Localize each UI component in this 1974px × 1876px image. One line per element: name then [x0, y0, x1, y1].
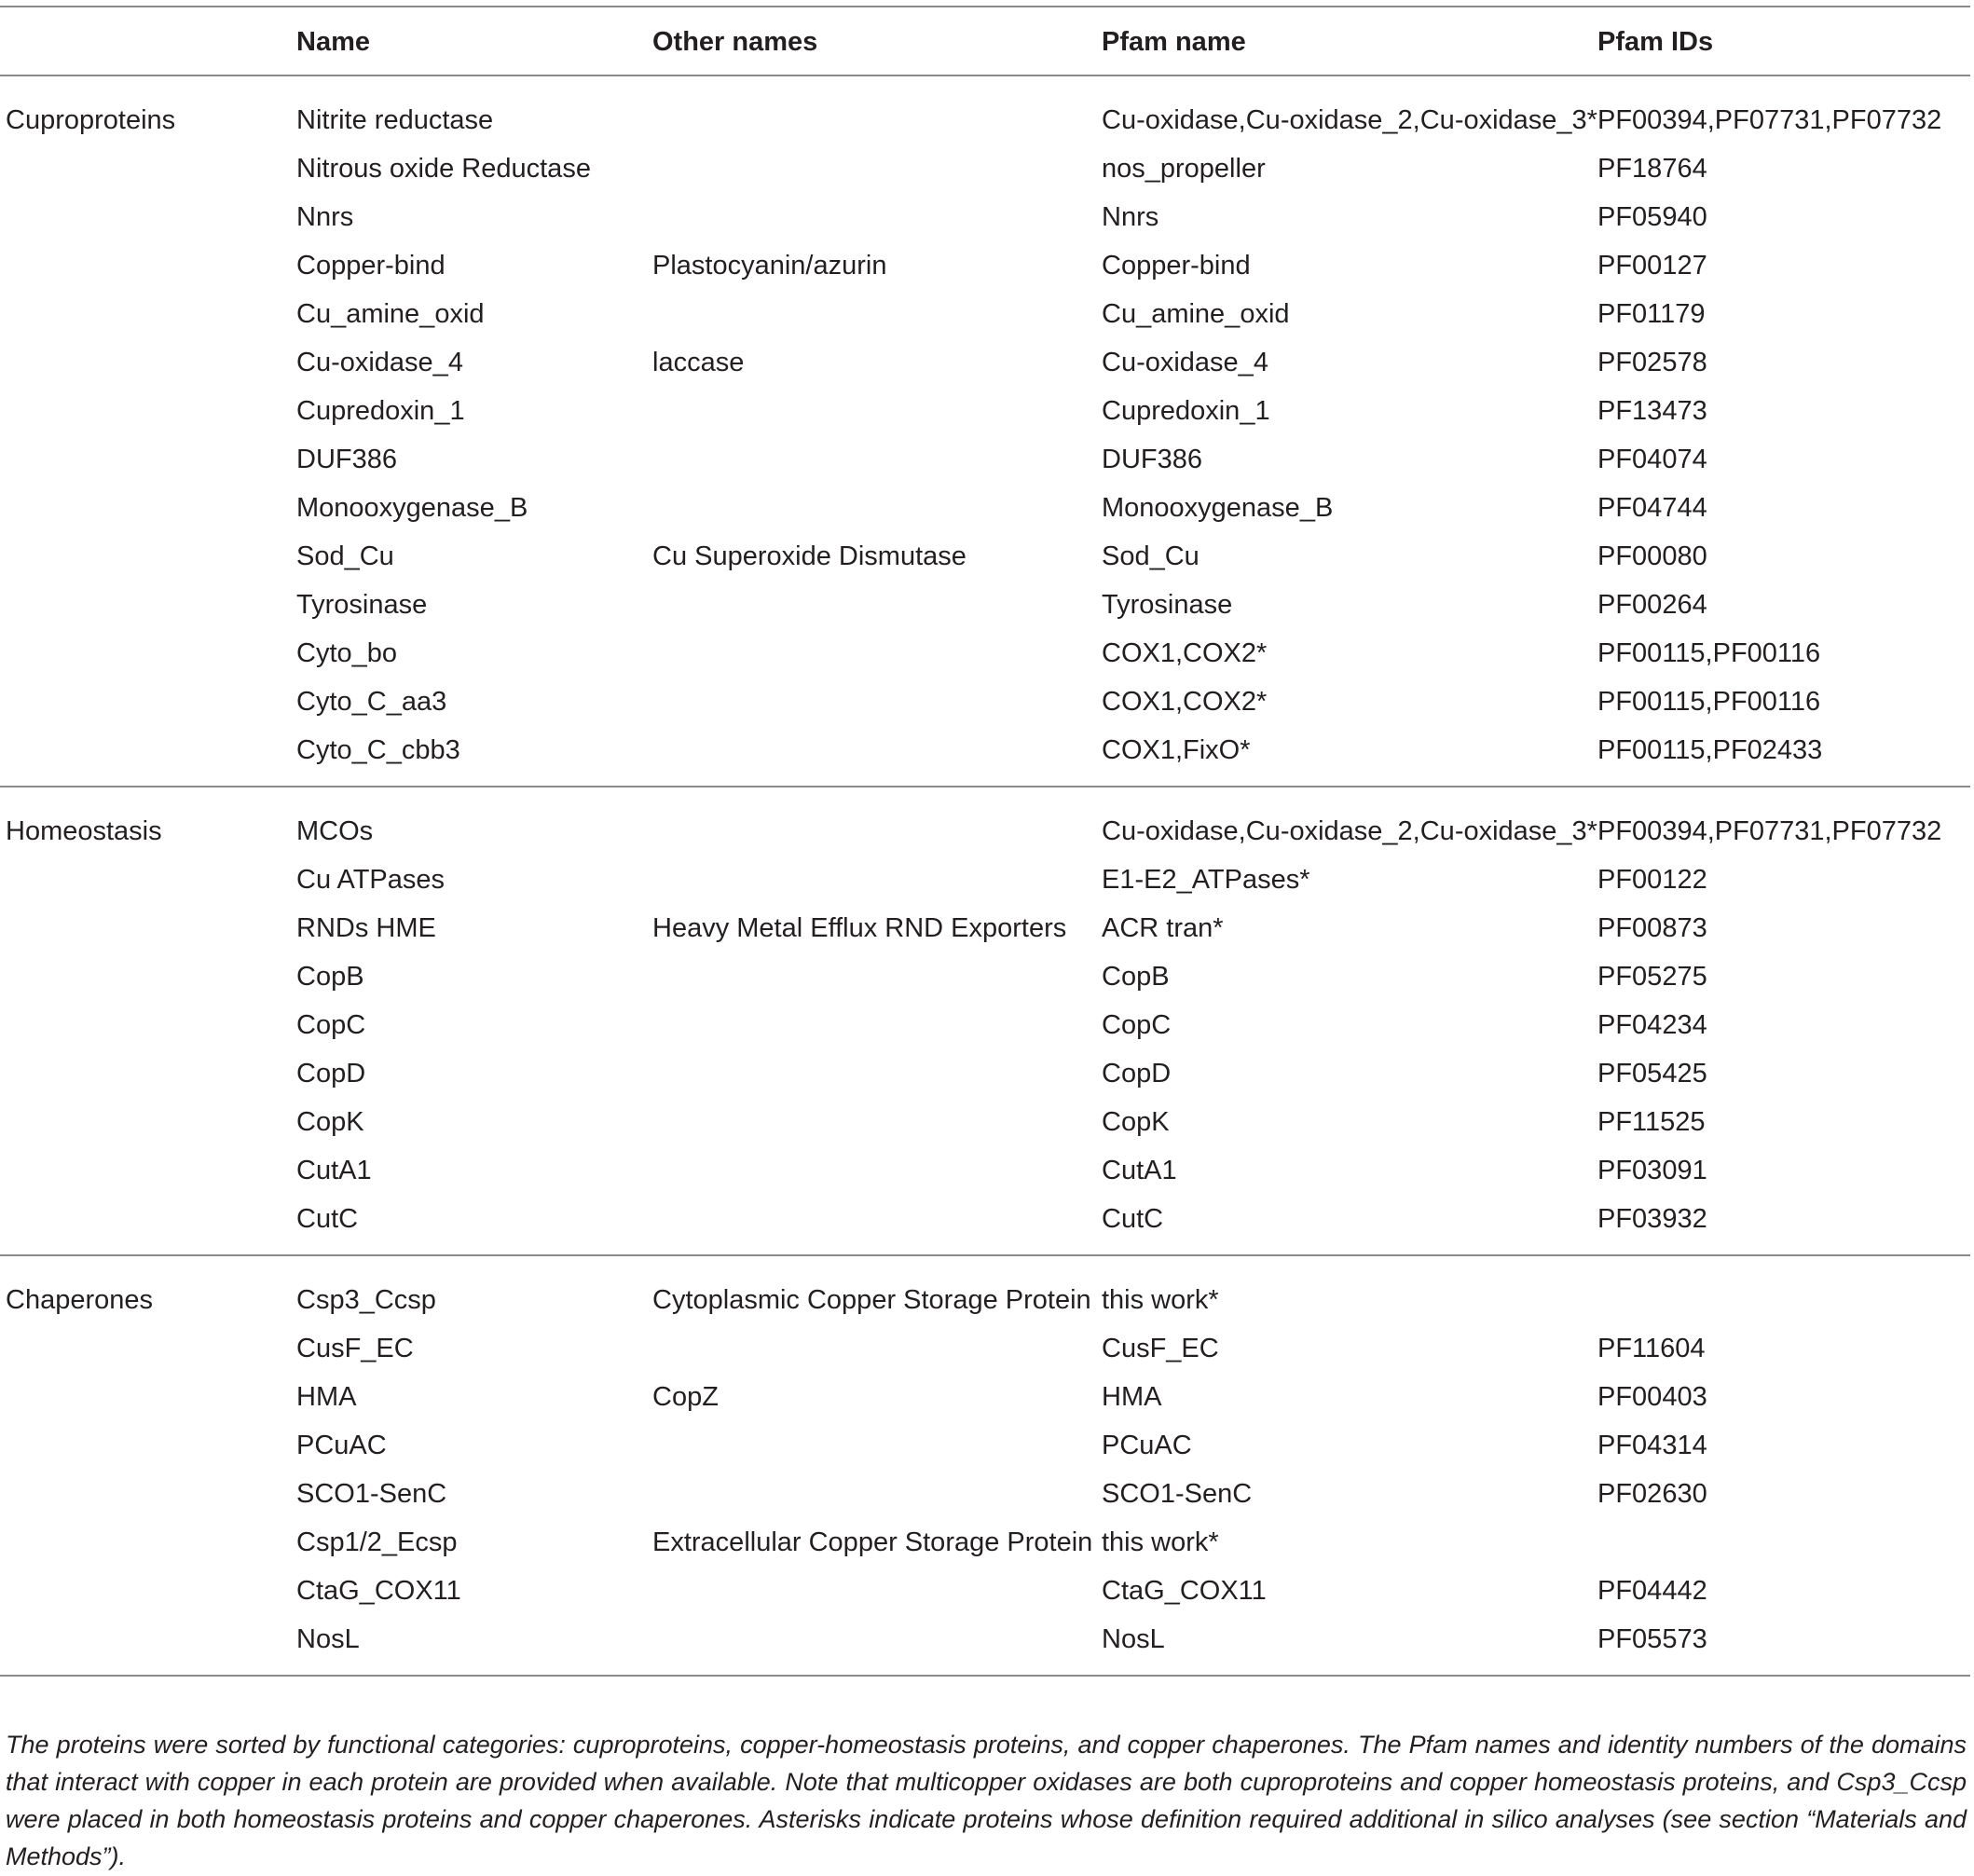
table-caption: The proteins were sorted by functional categories: cuproproteins, copper-homeostasis proteins, and copper chaperones. The Pfam names and identity numbers of the domains that interact with copper in each protein are provided when available. Note that multicopper oxidases are both cuproproteins and copper homeostasis proteins, and Csp3_Ccsp were placed in both homeostasis proteins and copper chaperones. Asterisks indicate proteins whose definition required additional in silico analyses (see section “Materials and Methods”). — [6, 1731, 1967, 1870]
pfam-ids-cell: PF11525 — [1597, 1107, 1706, 1137]
other-names-cell: CopZ — [652, 1382, 719, 1412]
category-cell — [0, 727, 296, 787]
table-row — [0, 1147, 1970, 1196]
name-cell: Copper-bind — [296, 251, 446, 281]
table-row — [0, 905, 1970, 953]
category-cell — [0, 1050, 296, 1099]
header-pfam-name: Pfam name — [1102, 27, 1246, 57]
pfam-name-cell: CopB — [1102, 962, 1170, 992]
pfam-ids-cell — [1597, 1519, 1970, 1568]
table-row — [0, 787, 1970, 856]
table-row — [0, 1255, 1970, 1325]
table-row — [0, 1196, 1970, 1255]
name-cell: Nitrite reductase — [296, 105, 494, 135]
name-cell: CusF_EC — [296, 1334, 414, 1363]
pfam-ids-cell: PF00873 — [1597, 913, 1707, 943]
name-cell: CopC — [296, 1010, 366, 1040]
pfam-ids-cell: PF00080 — [1597, 541, 1707, 571]
category-cell — [0, 1002, 296, 1050]
pfam-ids-cell: PF00115,PF00116 — [1597, 687, 1821, 717]
pfam-ids-cell: PF04744 — [1597, 493, 1707, 523]
table-row — [0, 75, 1970, 145]
name-cell: Cyto_C_aa3 — [296, 687, 447, 717]
pfam-name-cell: NosL — [1102, 1624, 1165, 1654]
other-names-cell — [652, 1002, 1102, 1050]
pfam-ids-cell: PF03932 — [1597, 1204, 1707, 1234]
pfam-ids-cell: PF04442 — [1597, 1576, 1707, 1606]
table-row — [0, 1422, 1970, 1471]
other-names-cell: Plastocyanin/azurin — [652, 251, 887, 281]
table-header — [0, 7, 1970, 75]
table-row — [0, 1374, 1970, 1422]
pfam-name-cell: Copper-bind — [1102, 251, 1251, 281]
other-names-cell: Cytoplasmic Copper Storage Protein — [652, 1285, 1091, 1315]
category-cell — [0, 1422, 296, 1471]
category-cell — [0, 485, 296, 533]
table-row — [0, 242, 1970, 291]
other-names-cell — [652, 1050, 1102, 1099]
pfam-name-cell: this work* — [1102, 1527, 1219, 1557]
pfam-ids-cell: PF00264 — [1597, 590, 1707, 620]
category-cell: Chaperones — [6, 1285, 153, 1315]
pfam-name-cell: CutC — [1102, 1204, 1164, 1234]
table-body — [0, 75, 1970, 1676]
other-names-cell: Cu Superoxide Dismutase — [652, 541, 966, 571]
category-cell — [0, 1374, 296, 1422]
pfam-ids-cell — [1597, 1255, 1970, 1325]
pfam-name-cell: CtaG_COX11 — [1102, 1576, 1267, 1606]
category-cell — [0, 291, 296, 339]
name-cell: Cyto_bo — [296, 638, 398, 668]
pfam-name-cell: Cu-oxidase,Cu-oxidase_2,Cu-oxidase_3* — [1102, 105, 1597, 135]
table-row — [0, 727, 1970, 787]
other-names-cell — [652, 145, 1102, 194]
other-names-cell — [652, 436, 1102, 485]
pfam-ids-cell: PF02578 — [1597, 348, 1707, 377]
table-row — [0, 436, 1970, 485]
table-row — [0, 194, 1970, 242]
table-row — [0, 1471, 1970, 1519]
category-cell — [0, 856, 296, 905]
pfam-name-cell: COX1,COX2* — [1102, 638, 1268, 668]
pfam-name-cell: HMA — [1102, 1382, 1162, 1412]
table-row — [0, 856, 1970, 905]
other-names-cell — [652, 1422, 1102, 1471]
pfam-name-cell: CutA1 — [1102, 1156, 1177, 1185]
table-row — [0, 1568, 1970, 1616]
pfam-ids-cell: PF01179 — [1597, 299, 1706, 329]
other-names-cell — [652, 291, 1102, 339]
category-cell — [0, 339, 296, 388]
category-cell — [0, 582, 296, 630]
pfam-ids-cell: PF02630 — [1597, 1479, 1707, 1509]
other-names-cell — [652, 388, 1102, 436]
category-cell — [0, 388, 296, 436]
table-row — [0, 582, 1970, 630]
table-row — [0, 678, 1970, 727]
header-row — [0, 7, 1970, 75]
header-pfam-ids: Pfam IDs — [1597, 27, 1714, 57]
name-cell: Cu-oxidase_4 — [296, 348, 463, 377]
name-cell: HMA — [296, 1382, 357, 1412]
table-row — [0, 1099, 1970, 1147]
pfam-ids-cell: PF00394,PF07731,PF07732 — [1597, 105, 1942, 135]
other-names-cell — [652, 678, 1102, 727]
category-cell — [0, 1099, 296, 1147]
name-cell: Cupredoxin_1 — [296, 396, 465, 426]
pfam-ids-cell: PF05573 — [1597, 1624, 1707, 1654]
category-cell — [0, 1616, 296, 1676]
pfam-name-cell: CopD — [1102, 1059, 1172, 1089]
protein-table — [0, 6, 1970, 1677]
name-cell: CtaG_COX11 — [296, 1576, 461, 1606]
category-cell — [0, 678, 296, 727]
category-cell — [0, 436, 296, 485]
header-category — [0, 7, 296, 75]
pfam-ids-cell: PF11604 — [1597, 1334, 1706, 1363]
category-cell — [0, 905, 296, 953]
category-cell — [0, 1147, 296, 1196]
pfam-ids-cell: PF00127 — [1597, 251, 1707, 281]
other-names-cell — [652, 1568, 1102, 1616]
other-names-cell — [652, 630, 1102, 678]
pfam-name-cell: Cupredoxin_1 — [1102, 396, 1270, 426]
name-cell: NosL — [296, 1624, 360, 1654]
name-cell: Nnrs — [296, 202, 354, 232]
pfam-name-cell: PCuAC — [1102, 1431, 1192, 1460]
other-names-cell — [652, 485, 1102, 533]
other-names-cell: Heavy Metal Efflux RND Exporters — [652, 913, 1067, 943]
pfam-name-cell: nos_propeller — [1102, 154, 1266, 184]
name-cell: CopD — [296, 1059, 366, 1089]
category-cell: Homeostasis — [6, 816, 162, 846]
pfam-ids-cell: PF05940 — [1597, 202, 1707, 232]
pfam-name-cell: COX1,COX2* — [1102, 687, 1268, 717]
name-cell: MCOs — [296, 816, 374, 846]
other-names-cell — [652, 1616, 1102, 1676]
category-cell — [0, 1196, 296, 1255]
table-row — [0, 1325, 1970, 1374]
category-cell — [0, 1519, 296, 1568]
table-row — [0, 533, 1970, 582]
table-row — [0, 145, 1970, 194]
pfam-name-cell: Cu_amine_oxid — [1102, 299, 1290, 329]
category-cell — [0, 1568, 296, 1616]
category-cell — [0, 953, 296, 1002]
pfam-name-cell: CopK — [1102, 1107, 1170, 1137]
header-name: Name — [296, 27, 370, 57]
table-row — [0, 953, 1970, 1002]
name-cell: SCO1-SenC — [296, 1479, 447, 1509]
table-row — [0, 485, 1970, 533]
name-cell: Csp3_Ccsp — [296, 1285, 436, 1315]
category-cell — [0, 630, 296, 678]
pfam-ids-cell: PF04074 — [1597, 445, 1707, 474]
pfam-ids-cell: PF05275 — [1597, 962, 1707, 992]
protein-table-container — [0, 6, 1970, 1677]
pfam-name-cell: CopC — [1102, 1010, 1172, 1040]
pfam-name-cell: Tyrosinase — [1102, 590, 1233, 620]
pfam-name-cell: DUF386 — [1102, 445, 1202, 474]
pfam-name-cell: SCO1-SenC — [1102, 1479, 1253, 1509]
name-cell: CopK — [296, 1107, 364, 1137]
name-cell: DUF386 — [296, 445, 397, 474]
pfam-ids-cell: PF00122 — [1597, 865, 1707, 895]
pfam-name-cell: Sod_Cu — [1102, 541, 1199, 571]
table-row — [0, 1002, 1970, 1050]
other-names-cell — [652, 953, 1102, 1002]
name-cell: CutA1 — [296, 1156, 372, 1185]
pfam-ids-cell: PF00115,PF02433 — [1597, 735, 1823, 765]
name-cell: PCuAC — [296, 1431, 387, 1460]
other-names-cell: Extracellular Copper Storage Protein — [652, 1527, 1093, 1557]
other-names-cell — [652, 1196, 1102, 1255]
pfam-name-cell: Nnrs — [1102, 202, 1159, 232]
name-cell: Tyrosinase — [296, 590, 428, 620]
category-cell — [0, 1325, 296, 1374]
pfam-name-cell: E1-E2_ATPases* — [1102, 865, 1310, 895]
category-cell — [0, 194, 296, 242]
other-names-cell: laccase — [652, 348, 745, 377]
pfam-ids-cell: PF00394,PF07731,PF07732 — [1597, 816, 1942, 846]
table-row — [0, 339, 1970, 388]
other-names-cell — [652, 1147, 1102, 1196]
name-cell: RNDs HME — [296, 913, 436, 943]
name-cell: Cyto_C_cbb3 — [296, 735, 460, 765]
name-cell: Nitrous oxide Reductase — [296, 154, 591, 184]
pfam-name-cell: COX1,FixO* — [1102, 735, 1251, 765]
pfam-ids-cell: PF00403 — [1597, 1382, 1707, 1412]
other-names-cell — [652, 582, 1102, 630]
pfam-ids-cell: PF00115,PF00116 — [1597, 638, 1821, 668]
pfam-name-cell: Monooxygenase_B — [1102, 493, 1334, 523]
name-cell: Csp1/2_Ecsp — [296, 1527, 458, 1557]
other-names-cell — [652, 1099, 1102, 1147]
name-cell: Monooxygenase_B — [296, 493, 528, 523]
name-cell: CopB — [296, 962, 364, 992]
pfam-ids-cell: PF03091 — [1597, 1156, 1707, 1185]
category-cell: Cuproproteins — [6, 105, 176, 135]
table-row — [0, 630, 1970, 678]
pfam-name-cell: this work* — [1102, 1285, 1219, 1315]
other-names-cell — [652, 727, 1102, 787]
pfam-name-cell: ACR tran* — [1102, 913, 1224, 943]
other-names-cell — [652, 787, 1102, 856]
pfam-name-cell: Cu-oxidase,Cu-oxidase_2,Cu-oxidase_3* — [1102, 816, 1597, 846]
name-cell: CutC — [296, 1204, 359, 1234]
category-cell — [0, 145, 296, 194]
header-other-names: Other names — [652, 27, 818, 57]
pfam-name-cell: CusF_EC — [1102, 1334, 1219, 1363]
name-cell: Cu ATPases — [296, 865, 446, 895]
table-row — [0, 1616, 1970, 1676]
table-row — [0, 1519, 1970, 1568]
category-cell — [0, 1471, 296, 1519]
name-cell: Cu_amine_oxid — [296, 299, 485, 329]
table-row — [0, 291, 1970, 339]
other-names-cell — [652, 856, 1102, 905]
pfam-ids-cell: PF04314 — [1597, 1431, 1707, 1460]
pfam-ids-cell: PF13473 — [1597, 396, 1707, 426]
pfam-ids-cell: PF05425 — [1597, 1059, 1707, 1089]
other-names-cell — [652, 194, 1102, 242]
pfam-ids-cell: PF04234 — [1597, 1010, 1707, 1040]
other-names-cell — [652, 75, 1102, 145]
other-names-cell — [652, 1325, 1102, 1374]
category-cell — [0, 533, 296, 582]
table-row — [0, 388, 1970, 436]
category-cell — [0, 242, 296, 291]
pfam-ids-cell: PF18764 — [1597, 154, 1707, 184]
pfam-name-cell: Cu-oxidase_4 — [1102, 348, 1268, 377]
name-cell: Sod_Cu — [296, 541, 394, 571]
other-names-cell — [652, 1471, 1102, 1519]
table-row — [0, 1050, 1970, 1099]
